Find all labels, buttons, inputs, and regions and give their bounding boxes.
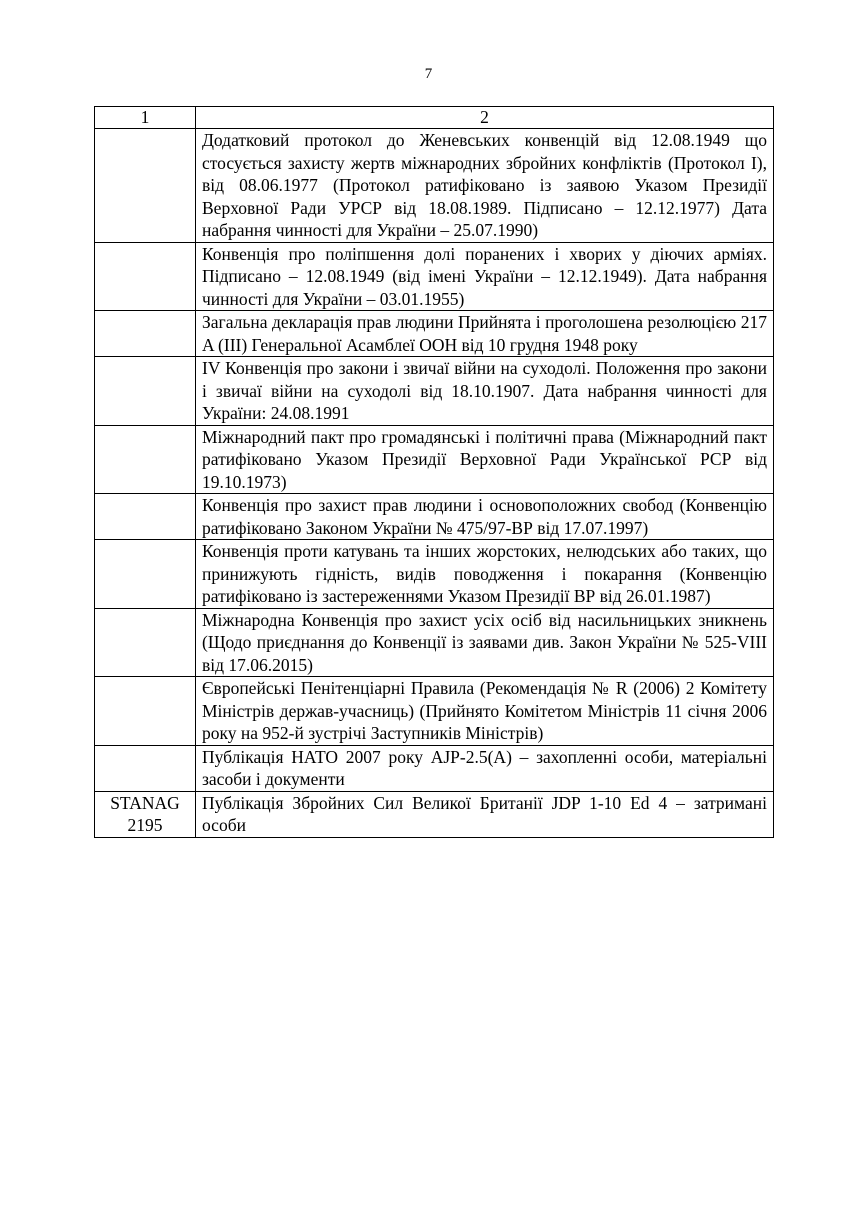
row-text-cell: Публікація НАТО 2007 року AJP-2.5(A) – захопленні особи, матеріальні засоби і документи xyxy=(196,745,774,791)
row-code-cell xyxy=(95,540,196,609)
row-text-cell: Європейські Пенітенціарні Правила (Рекомендація № R (2006) 2 Комітету Міністрів держав-учасниць) (Прийнято Комітетом Міністрів 11 січня 2006 року на 952-й зустрічі Заступників Міністрів) xyxy=(196,677,774,746)
table-header-row xyxy=(95,107,774,129)
table-row xyxy=(95,425,774,494)
row-code-cell xyxy=(95,357,196,426)
row-code-cell xyxy=(95,608,196,677)
table-row xyxy=(95,242,774,311)
table-row xyxy=(95,129,774,243)
table-row xyxy=(95,357,774,426)
row-text-cell: Міжнародний пакт про громадянські і політичні права (Міжнародний пакт ратифіковано Указом Президії Верховної Ради Української РСР від 19.10.1973) xyxy=(196,425,774,494)
row-text-cell: Загальна декларація прав людини Прийнята і проголошена резолюцією 217 A (III) Генеральної Асамблеї ООН від 10 грудня 1948 року xyxy=(196,311,774,357)
row-text-cell: Конвенція проти катувань та інших жорстоких, нелюдських або таких, що принижують гідність, видів поводження і покарання (Конвенцію ратифіковано із застереженнями Указом Президії ВР від 26.01.1987) xyxy=(196,540,774,609)
row-code-cell xyxy=(95,242,196,311)
row-text-cell: Конвенція про поліпшення долі поранених і хворих у діючих арміях. Підписано – 12.08.1949 (від імені України – 12.12.1949). Дата набрання чинності для України – 03.01.1955) xyxy=(196,242,774,311)
row-text-cell: IV Конвенція про закони і звичаї війни на суходолі. Положення про закони і звичаї війни на суходолі від 18.10.1907. Дата набрання чинності для України: 24.08.1991 xyxy=(196,357,774,426)
row-code-cell xyxy=(95,311,196,357)
table-row xyxy=(95,608,774,677)
row-code-cell xyxy=(95,129,196,243)
table-row xyxy=(95,540,774,609)
row-code-cell xyxy=(95,745,196,791)
row-code-cell xyxy=(95,494,196,540)
column-header-1: 1 xyxy=(95,107,196,129)
row-text-cell: Додатковий протокол до Женевських конвенцій від 12.08.1949 що стосується захисту жертв міжнародних збройних конфліктів (Протокол I), від 08.06.1977 (Протокол ратифіковано із заявою Указом Президії Верховної Ради УРСР від 18.08.1989. Підписано – 12.12.1977) Дата набрання чинності для України – 25.07.1990) xyxy=(196,129,774,243)
row-code-cell: STANAG 2195 xyxy=(95,791,196,837)
document-table xyxy=(94,106,774,838)
table-row xyxy=(95,311,774,357)
table-row xyxy=(95,494,774,540)
column-header-2: 2 xyxy=(196,107,774,129)
table-row xyxy=(95,791,774,837)
row-text-cell: Конвенція про захист прав людини і основоположних свобод (Конвенцію ратифіковано Законом України № 475/97-ВР від 17.07.1997) xyxy=(196,494,774,540)
row-code-cell xyxy=(95,677,196,746)
row-text-cell: Міжнародна Конвенція про захист усіх осіб від насильницьких зникнень (Щодо приєднання до Конвенції із заявами див. Закон України № 525-VIII від 17.06.2015) xyxy=(196,608,774,677)
table-row xyxy=(95,745,774,791)
table-row xyxy=(95,677,774,746)
page-number: 7 xyxy=(424,66,433,82)
row-code-cell xyxy=(95,425,196,494)
row-text-cell: Публікація Збройних Сил Великої Британії JDP 1-10 Ed 4 – затримані особи xyxy=(196,791,774,837)
